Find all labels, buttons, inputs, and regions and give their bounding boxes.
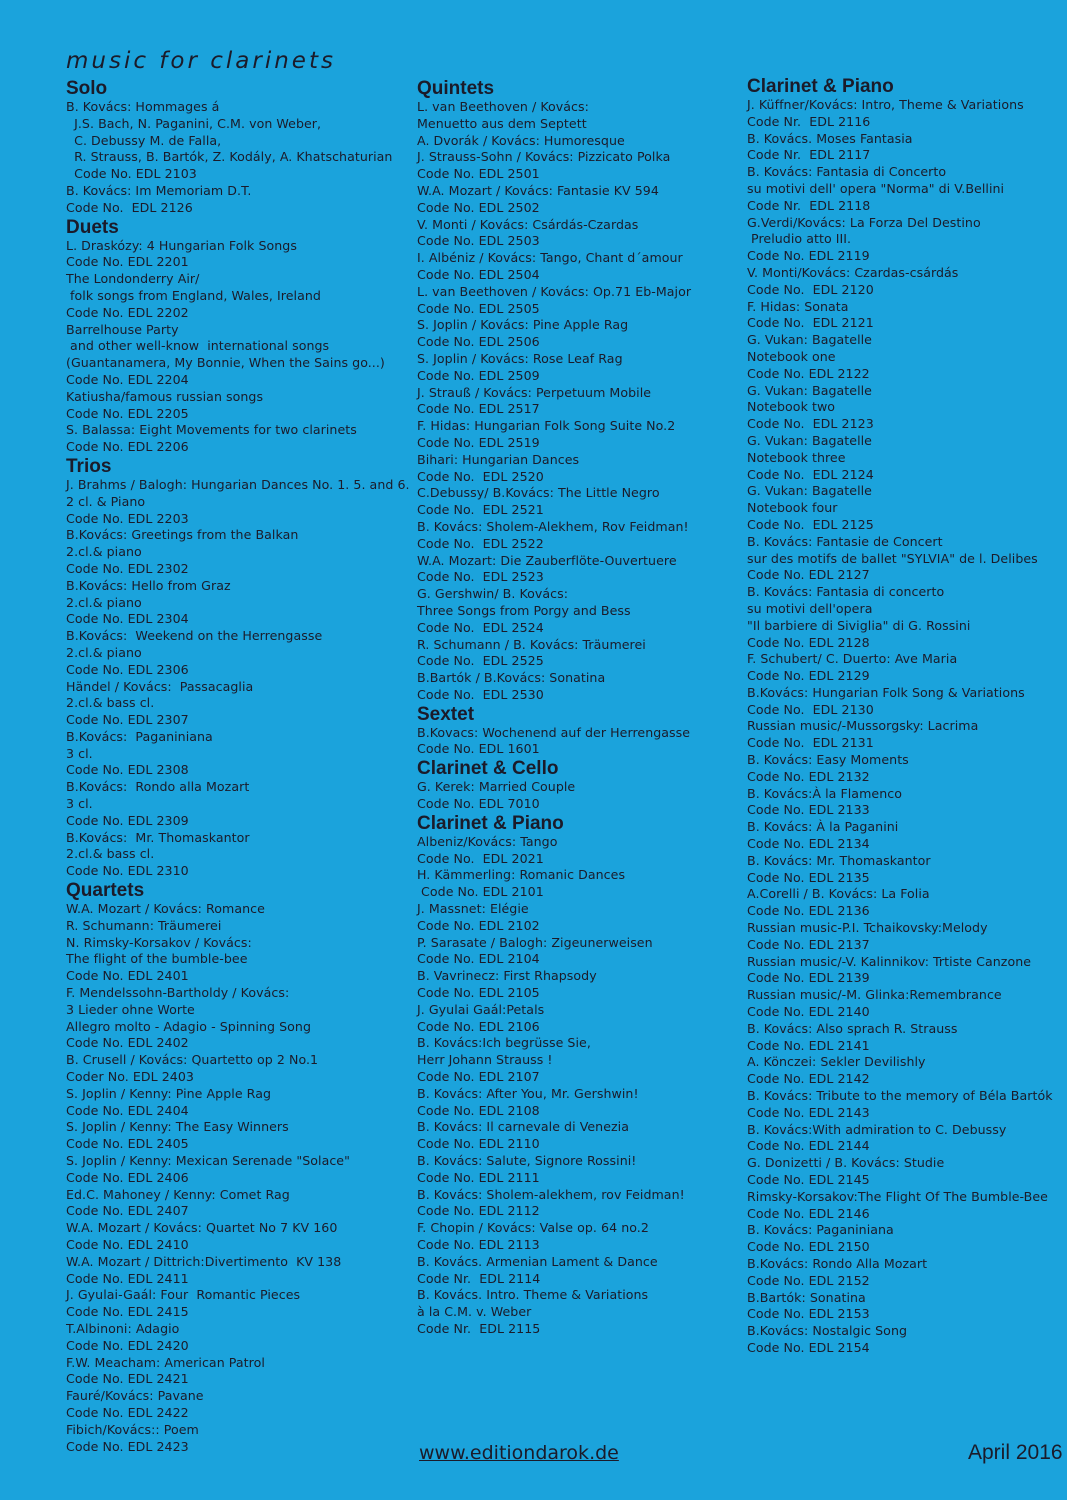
catalog-entry-line: Code No. EDL 2135	[747, 869, 870, 885]
catalog-entry-line: Code No. EDL 2121	[747, 315, 874, 331]
section-heading: Solo	[66, 78, 108, 99]
catalog-entry-line: B. Kovács: Also sprach R. Strauss	[747, 1020, 958, 1036]
catalog-entry-line: Notebook two	[747, 399, 836, 415]
catalog-entry-line: Code No. EDL 1601	[417, 741, 540, 757]
catalog-entry-line: V. Monti/Kovács: Czardas-csárdás	[747, 264, 959, 280]
catalog-entry-line: B. Kovács. Armenian Lament & Dance	[417, 1253, 658, 1269]
catalog-entry-line: B.Kovács: Weekend on the Herrengasse	[66, 628, 323, 644]
catalog-entry-line: (Guantanamera, My Bonnie, When the Sains go...)	[66, 355, 385, 371]
catalog-entry-line: 2 cl. & Piano	[66, 493, 146, 509]
catalog-entry-line: The flight of the bumble-bee	[66, 951, 248, 967]
catalog-entry-line: R. Strauss, B. Bartók, Z. Kodály, A. Khatschaturian	[66, 149, 393, 165]
catalog-section	[417, 704, 742, 759]
catalog-entry-line: Code No. EDL 2128	[747, 634, 870, 650]
catalog-entry-line: Code No. EDL 2402	[66, 1035, 189, 1051]
catalog-entry-line: B.Bartók: Sonatina	[747, 1289, 866, 1305]
catalog-entry-line: B. Kovács: Im Memoriam D.T.	[66, 182, 252, 198]
catalog-entry-line: J. Gyulai Gaál:Petals	[417, 1001, 545, 1017]
catalog-entry-line: Russian music/-M. Glinka:Remembrance	[747, 987, 1002, 1003]
catalog-entry-line: Code No. EDL 2520	[417, 468, 544, 484]
catalog-entry-line: B.Kovács: Greetings from the Balkan	[66, 527, 299, 543]
catalog-entry-line: F. Chopin / Kovács: Valse op. 64 no.2	[417, 1220, 649, 1236]
catalog-column-3	[747, 76, 1065, 1357]
catalog-entry-line: 3 Lieder ohne Worte	[66, 1001, 195, 1017]
catalog-entry-line: B. Kovács: Paganiniana	[747, 1222, 894, 1238]
catalog-entry-line: L. van Beethoven / Kovács: Op.71 Eb-Major	[417, 283, 692, 299]
catalog-date: April 2016	[968, 1441, 1063, 1464]
catalog-entry-line: T.Albinoni: Adagio	[66, 1320, 180, 1336]
catalog-entry-line: 3 cl.	[66, 796, 93, 812]
catalog-entry-line: Code No. EDL 2153	[747, 1306, 870, 1322]
catalog-entry-line: Code No. EDL 2519	[417, 434, 540, 450]
page-title: music for clarinets	[66, 48, 336, 74]
catalog-column-1	[66, 78, 411, 1455]
catalog-entry-line: Three Songs from Porgy and Bess	[417, 602, 631, 618]
catalog-entry-line: J. Strauss-Sohn / Kovács: Pizzicato Polka	[417, 149, 671, 165]
catalog-entry-line: W.A. Mozart / Dittrich:Divertimento KV 138	[66, 1253, 342, 1269]
catalog-entry-line: F. Hidas: Sonata	[747, 298, 849, 314]
catalog-entry-line: "Il barbiere di Siviglia" di G. Rossini	[747, 617, 971, 633]
catalog-entry-line: Code No. EDL 2206	[66, 439, 189, 455]
catalog-entry-line: Code Nr. EDL 2118	[747, 197, 871, 213]
section-heading: Clarinet & Piano	[747, 76, 894, 97]
catalog-entry-line: Code No. EDL 2152	[747, 1272, 870, 1288]
catalog-entry-line: Notebook four	[747, 500, 838, 516]
catalog-entry-line: Code No. EDL 2101	[417, 884, 544, 900]
catalog-entry-line: B. Crusell / Kovács: Quartetto op 2 No.1	[66, 1052, 319, 1068]
catalog-entry-line: S. Joplin / Kovács: Pine Apple Rag	[417, 317, 629, 333]
catalog-entry-line: sur des motifs de ballet "SYLVIA" de l. Delibes	[747, 550, 1038, 566]
catalog-entry-line: Code No. EDL 2505	[417, 300, 540, 316]
catalog-entry-line: Code No. EDL 2523	[417, 569, 544, 585]
catalog-entry-line: Code No. EDL 2136	[747, 903, 870, 919]
catalog-entry-line: W.A. Mozart / Kovács: Quartet No 7 KV 160	[66, 1220, 338, 1236]
catalog-entry-line: Code No. EDL 2106	[417, 1018, 540, 1034]
catalog-entry-line: G. Vukan: Bagatelle	[747, 332, 872, 348]
catalog-entry-line: B. Kovács. Intro. Theme & Variations	[417, 1287, 649, 1303]
catalog-entry-line: B.Kovács: Nostalgic Song	[747, 1323, 908, 1339]
catalog-entry-line: Barrelhouse Party	[66, 321, 179, 337]
catalog-entry-line: G.Verdi/Kovács: La Forza Del Destino	[747, 214, 981, 230]
catalog-entry-line: à la C.M. v. Weber	[417, 1304, 532, 1320]
catalog-entry-line: Code No. EDL 2102	[417, 917, 540, 933]
catalog-entry-line: Notebook three	[747, 449, 846, 465]
catalog-entry-line: Code No. EDL 2107	[417, 1069, 540, 1085]
catalog-entry-line: Code No. EDL 2406	[66, 1169, 189, 1185]
catalog-entry-line: Code No. EDL 2517	[417, 401, 540, 417]
catalog-entry-line: Code No. EDL 2304	[66, 611, 189, 627]
section-heading: Clarinet & Piano	[417, 812, 564, 834]
catalog-entry-line: G. Gershwin/ B. Kovács:	[417, 586, 569, 602]
catalog-entry-line: Code No. EDL 2145	[747, 1172, 870, 1187]
catalog-entry-line: S. Joplin / Kenny: Pine Apple Rag	[66, 1085, 272, 1101]
catalog-entry-line: C.Debussy/ B.Kovács: The Little Negro	[417, 485, 660, 501]
catalog-entry-line: H. Kämmerling: Romanic Dances	[417, 867, 626, 883]
catalog-entry-line: Code No. EDL 2307	[66, 712, 189, 728]
catalog-section	[66, 456, 411, 880]
catalog-entry-line: Code No. EDL 2205	[66, 405, 189, 421]
catalog-entry-line: Code No. EDL 2130	[747, 701, 874, 717]
catalog-entry-line: J. Strauß / Kovács: Perpetuum Mobile	[417, 384, 652, 400]
catalog-entry-line: Code No. EDL 2308	[66, 762, 189, 778]
catalog-entry-line: Code No. EDL 2405	[66, 1136, 189, 1152]
catalog-entry-line: Code No. EDL 2131	[747, 735, 874, 751]
catalog-entry-line: S. Joplin / Kovács: Rose Leaf Rag	[417, 350, 623, 366]
catalog-section	[417, 758, 742, 813]
catalog-entry-line: J.S. Bach, N. Paganini, C.M. von Weber,	[66, 115, 322, 131]
catalog-entry-line: S. Balassa: Eight Movements for two clarinets	[66, 422, 357, 438]
catalog-entry-line: folk songs from England, Wales, Ireland	[66, 287, 321, 303]
catalog-entry-line: Code No. EDL 2134	[747, 836, 870, 852]
catalog-entry-line: J. Brahms / Balogh: Hungarian Dances No. 1. 5. and 6.	[66, 476, 410, 492]
catalog-entry-line: Allegro molto - Adagio - Spinning Song	[66, 1018, 311, 1034]
catalog-entry-line: B. Kovács: Sholem-alekhem, rov Feidman!	[417, 1186, 685, 1202]
catalog-entry-line: B.Kovács: Rondo alla Mozart	[66, 779, 250, 795]
catalog-entry-line: B. Kovács: Fantasia di concerto	[747, 584, 945, 600]
catalog-entry-line: B. Kovács:With admiration to C. Debussy	[747, 1121, 1007, 1137]
catalog-entry-line: Code No. EDL 2143	[747, 1104, 870, 1120]
catalog-entry-line: J. Massnet: Elégie	[417, 901, 529, 917]
catalog-entry-line: B. Kovács: Tribute to the memory of Béla Bartók	[747, 1088, 1053, 1104]
catalog-entry-line: B. Kovács: Fantasia di Concerto	[747, 164, 947, 180]
catalog-entry-line: Albeniz/Kovács: Tango	[417, 833, 558, 849]
catalog-entry-line: B.Kovács: Rondo Alla Mozart	[747, 1255, 928, 1271]
catalog-entry-line: B. Kovács: Hommages á	[66, 99, 220, 114]
catalog-entry-line: B.Kovács: Paganiniana	[66, 728, 213, 744]
catalog-entry-line: Coder No. EDL 2403	[66, 1069, 194, 1085]
catalog-entry-line: Russian music/-Mussorgsky: Lacrima	[747, 718, 979, 734]
section-heading: Clarinet & Cello	[417, 758, 559, 780]
catalog-entry-line: Fauré/Kovács: Pavane	[66, 1388, 204, 1404]
catalog-entry-line: Code No. EDL 2108	[417, 1102, 540, 1118]
catalog-entry-line: G. Vukan: Bagatelle	[747, 382, 872, 398]
catalog-entry-line: 2.cl.& bass cl.	[66, 846, 155, 862]
catalog-entry-line: Code No. EDL 2144	[747, 1138, 870, 1154]
catalog-entry-line: B. Kovács: After You, Mr. Gershwin!	[417, 1085, 639, 1101]
catalog-section	[747, 76, 1065, 1357]
catalog-entry-line: Code No. EDL 2119	[747, 248, 870, 264]
catalog-entry-line: Russian music-P.I. Tchaikovsky:Melody	[747, 920, 988, 936]
catalog-entry-line: B.Kovács: Hello from Graz	[66, 577, 231, 593]
catalog-entry-line: B. Kovács: À la Paganini	[747, 819, 899, 835]
catalog-entry-line: Code Nr. EDL 2117	[747, 147, 871, 163]
catalog-entry-line: Code Nr. EDL 2114	[417, 1270, 541, 1286]
catalog-entry-line: Code No. EDL 2132	[747, 768, 870, 784]
catalog-entry-line: P. Sarasate / Balogh: Zigeunerweisen	[417, 934, 653, 950]
catalog-entry-line: 3 cl.	[66, 745, 93, 761]
catalog-entry-line: C. Debussy M. de Falla,	[66, 132, 222, 148]
catalog-entry-line: Code No. EDL 2421	[66, 1371, 189, 1387]
catalog-entry-line: B.Bartók / B.Kovács: Sonatina	[417, 670, 606, 686]
catalog-entry-line: Code No. EDL 2123	[747, 416, 874, 432]
catalog-entry-line: 2.cl.& piano	[66, 544, 142, 560]
catalog-entry-line: Code No. EDL 2127	[747, 567, 870, 583]
catalog-entry-line: Code No. EDL 2423	[66, 1438, 189, 1454]
catalog-entry-line: Code No. EDL 2525	[417, 653, 544, 669]
catalog-entry-line: Händel / Kovács: Passacaglia	[66, 678, 254, 694]
catalog-entry-line: Code No. EDL 2509	[417, 367, 540, 383]
catalog-entry-line: F.W. Meacham: American Patrol	[66, 1354, 265, 1370]
catalog-entry-line: J. Küffner/Kovács: Intro, Theme & Variations	[747, 97, 1024, 112]
catalog-entry-line: W.A. Mozart / Kovács: Romance	[66, 901, 265, 917]
catalog-entry-line: Menuetto aus dem Septett	[417, 115, 587, 131]
catalog-entry-line: L. van Beethoven / Kovács:	[417, 99, 589, 114]
catalog-entry-line: Code No. EDL 2203	[66, 510, 189, 526]
catalog-entry-line: Code No. EDL 2524	[417, 619, 544, 635]
catalog-entry-line: G. Kerek: Married Couple	[417, 779, 576, 795]
section-heading: Duets	[66, 216, 119, 238]
catalog-entry-line: Code No. EDL 2124	[747, 466, 874, 482]
catalog-entry-line: Code Nr. EDL 2115	[417, 1320, 541, 1336]
catalog-entry-line: Code No. EDL 2126	[66, 199, 193, 215]
catalog-entry-line: Code No. EDL 2113	[417, 1237, 540, 1252]
catalog-entry-line: 2.cl.& piano	[66, 594, 142, 610]
catalog-entry-line: Code No. EDL 2110	[417, 1136, 540, 1152]
catalog-entry-line: G. Vukan: Bagatelle	[747, 432, 872, 448]
catalog-entry-line: F. Hidas: Hungarian Folk Song Suite No.2	[417, 418, 676, 434]
catalog-entry-line: B. Kovács. Moses Fantasia	[747, 130, 913, 146]
catalog-section	[417, 813, 742, 1338]
section-heading: Sextet	[417, 703, 475, 725]
catalog-entry-line: Code No. EDL 2140	[747, 1004, 870, 1020]
catalog-entry-line: Code No. EDL 2306	[66, 661, 189, 677]
catalog-entry-line: Code No. EDL 2415	[66, 1304, 189, 1320]
catalog-entry-line: Code No. EDL 2139	[747, 970, 870, 986]
catalog-entry-line: su motivi dell'opera	[747, 600, 873, 616]
catalog-entry-line: Code No. EDL 2103	[66, 166, 197, 182]
catalog-entry-line: Russian music/-V. Kalinnikov: Trtiste Canzone	[747, 953, 1032, 969]
catalog-entry-line: W.A. Mozart: Die Zauberflöte-Ouvertuere	[417, 552, 677, 568]
section-heading: Quartets	[66, 880, 145, 902]
catalog-entry-line: J. Gyulai-Gaál: Four Romantic Pieces	[66, 1287, 301, 1303]
catalog-entry-line: B. Kovács: Mr. Thomaskantor	[747, 852, 931, 868]
catalog-entry-line: B. Kovács: Fantasie de Concert	[747, 533, 943, 549]
catalog-entry-line: Code No. EDL 2420	[66, 1337, 189, 1353]
catalog-entry-line: B. Kovács: Easy Moments	[747, 752, 909, 768]
catalog-entry-line: Code No. EDL 2125	[747, 516, 874, 532]
catalog-entry-line: B. Kovács: Il carnevale di Venezia	[417, 1119, 629, 1135]
catalog-entry-line: Code No. EDL 2501	[417, 166, 540, 182]
catalog-section	[66, 78, 411, 217]
catalog-entry-line: Code No. EDL 2506	[417, 334, 540, 350]
catalog-entry-line: N. Rimsky-Korsakov / Kovács:	[66, 934, 252, 950]
catalog-entry-line: Code No. EDL 2146	[747, 1205, 870, 1221]
catalog-entry-line: Code No. EDL 2504	[417, 266, 540, 282]
catalog-entry-line: Code No. EDL 2137	[747, 936, 870, 952]
catalog-section	[66, 880, 411, 1455]
catalog-entry-line: Code No. EDL 2122	[747, 365, 870, 381]
catalog-entry-line: Code No. EDL 2150	[747, 1239, 870, 1255]
catalog-entry-line: Bihari: Hungarian Dances	[417, 451, 580, 467]
section-heading: Quintets	[417, 78, 495, 99]
catalog-entry-line: and other well-know international songs	[66, 338, 330, 354]
catalog-entry-line: W.A. Mozart / Kovács: Fantasie KV 594	[417, 182, 659, 198]
catalog-entry-line: S. Joplin / Kenny: Mexican Serenade "Solace"	[66, 1153, 350, 1169]
catalog-entry-line: L. Draskózy: 4 Hungarian Folk Songs	[66, 237, 297, 253]
catalog-entry-line: Rimsky-Korsakov:The Flight Of The Bumble-Bee	[747, 1188, 1048, 1204]
catalog-entry-line: Code No. EDL 2120	[747, 281, 874, 297]
catalog-entry-line: I. Albéniz / Kovács: Tango, Chant d´amour	[417, 250, 683, 266]
catalog-entry-line: 2.cl.& piano	[66, 644, 142, 660]
catalog-entry-line: Code No. EDL 2422	[66, 1404, 189, 1420]
catalog-entry-line: A. Dvorák / Kovács: Humoresque	[417, 132, 625, 148]
catalog-entry-line: Code No. EDL 2133	[747, 802, 870, 818]
catalog-entry-line: Fibich/Kovács:: Poem	[66, 1421, 199, 1437]
catalog-entry-line: Code No. EDL 2401	[66, 968, 189, 984]
catalog-entry-line: Code No. EDL 2105	[417, 985, 540, 1001]
catalog-entry-line: Code No. EDL 2142	[747, 1071, 870, 1087]
catalog-entry-line: Code No. EDL 7010	[417, 796, 540, 812]
catalog-entry-line: Code Nr. EDL 2116	[747, 113, 871, 129]
catalog-entry-line: Code No. EDL 2522	[417, 535, 544, 551]
catalog-entry-line: B. Kovács: Salute, Signore Rossini!	[417, 1153, 637, 1169]
catalog-section	[417, 78, 742, 704]
catalog-entry-line: Code No. EDL 2503	[417, 233, 540, 249]
catalog-entry-line: B. Vavrinecz: First Rhapsody	[417, 968, 597, 984]
catalog-entry-line: Code No. EDL 2502	[417, 199, 540, 215]
catalog-entry-line: A. Könczei: Sekler Devilishly	[747, 1054, 926, 1070]
catalog-entry-line: Code No. EDL 2404	[66, 1102, 189, 1118]
catalog-entry-line: su motivi dell' opera "Norma" di V.Bellini	[747, 180, 1005, 196]
catalog-entry-line: B. Kovács:À la Flamenco	[747, 785, 902, 801]
catalog-section	[66, 217, 411, 456]
catalog-entry-line: Code No. EDL 2302	[66, 560, 189, 576]
catalog-entry-line: B. Kovács: Sholem-Alekhem, Rov Feidman!	[417, 518, 689, 534]
catalog-entry-line: Code No. EDL 2521	[417, 502, 544, 518]
catalog-entry-line: The Londonderry Air/	[66, 271, 200, 287]
catalog-entry-line: F. Mendelssohn-Bartholdy / Kovács:	[66, 985, 290, 1001]
catalog-entry-line: Preludio atto III.	[747, 231, 852, 247]
catalog-entry-line: B.Kovács: Hungarian Folk Song & Variations	[747, 684, 1025, 700]
catalog-column-2	[417, 78, 742, 1338]
publisher-website-link[interactable]: www.editiondarok.de	[419, 1442, 619, 1464]
catalog-entry-line: Code No. EDL 2111	[417, 1169, 540, 1185]
catalog-entry-line: Katiusha/famous russian songs	[66, 388, 264, 404]
catalog-entry-line: Code No. EDL 2411	[66, 1270, 189, 1286]
catalog-entry-line: B.Kovács: Mr. Thomaskantor	[66, 829, 250, 845]
section-heading: Trios	[66, 455, 112, 477]
catalog-entry-line: V. Monti / Kovács: Csárdás-Czardas	[417, 216, 639, 232]
catalog-entry-line: Code No. EDL 2104	[417, 951, 540, 967]
catalog-entry-line: Code No. EDL 2201	[66, 254, 189, 270]
catalog-entry-line: Code No. EDL 2202	[66, 304, 189, 320]
catalog-entry-line: 2.cl.& bass cl.	[66, 695, 155, 711]
catalog-entry-line: G. Donizetti / B. Kovács: Studie	[747, 1155, 945, 1171]
catalog-entry-line: S. Joplin / Kenny: The Easy Winners	[66, 1119, 289, 1135]
catalog-entry-line: Code No. EDL 2310	[66, 863, 189, 879]
catalog-entry-line: Code No. EDL 2530	[417, 686, 544, 702]
catalog-entry-line: G. Vukan: Bagatelle	[747, 483, 872, 499]
catalog-entry-line: F. Schubert/ C. Duerto: Ave Maria	[747, 651, 958, 667]
catalog-entry-line: Code No. EDL 2309	[66, 812, 189, 828]
catalog-entry-line: Code No. EDL 2129	[747, 668, 870, 684]
catalog-entry-line: Code No. EDL 2021	[417, 850, 544, 866]
catalog-entry-line: Code No. EDL 2141	[747, 1037, 870, 1053]
catalog-entry-line: B. Kovács:Ich begrüsse Sie,	[417, 1035, 591, 1051]
catalog-entry-line: Notebook one	[747, 348, 836, 364]
catalog-entry-line: Code No. EDL 2112	[417, 1203, 540, 1219]
catalog-entry-line: Code No. EDL 2204	[66, 371, 189, 387]
catalog-entry-line: Code No. EDL 2407	[66, 1203, 189, 1219]
catalog-entry-line: R. Schumann: Träumerei	[66, 917, 222, 933]
catalog-entry-line: Ed.C. Mahoney / Kenny: Comet Rag	[66, 1186, 290, 1202]
catalog-entry-line: R. Schumann / B. Kovács: Träumerei	[417, 636, 646, 652]
catalog-entry-line: Herr Johann Strauss !	[417, 1052, 553, 1068]
catalog-entry-line: Code No. EDL 2154	[747, 1339, 870, 1355]
catalog-entry-line: B.Kovacs: Wochenend auf der Herrengasse	[417, 724, 691, 740]
catalog-entry-line: Code No. EDL 2410	[66, 1237, 189, 1252]
catalog-entry-line: A.Corelli / B. Kovács: La Folia	[747, 886, 930, 902]
